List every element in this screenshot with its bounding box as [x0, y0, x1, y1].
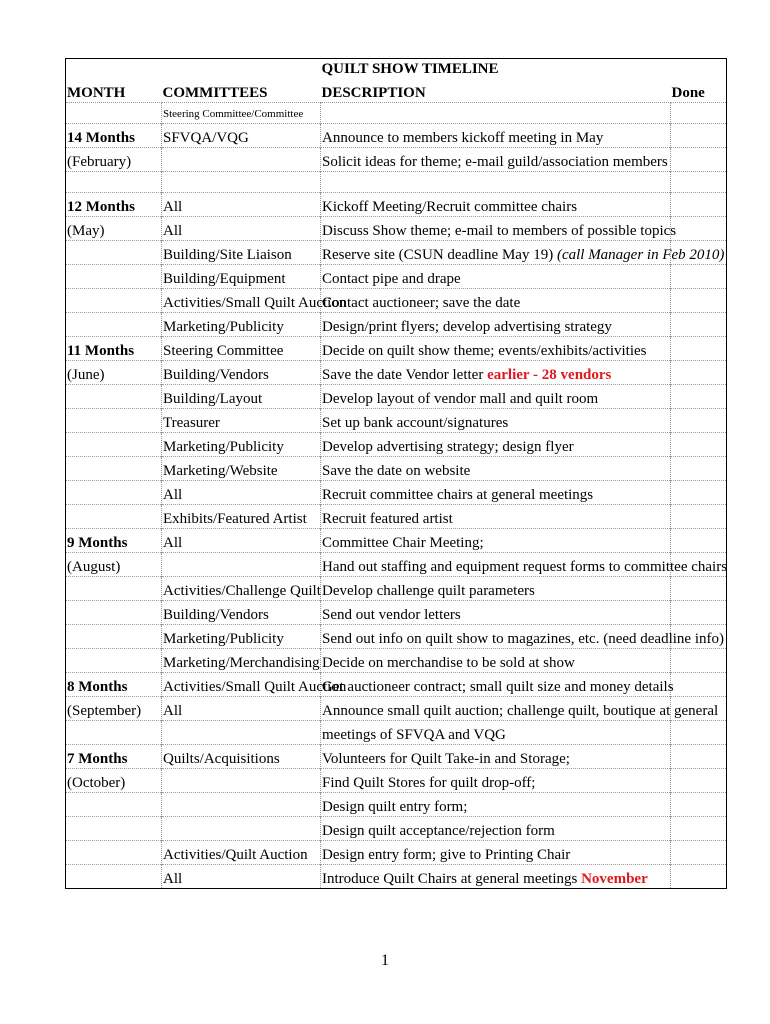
- month-cell: 8 Months: [66, 673, 162, 697]
- month-cell: [66, 457, 162, 481]
- table-row: [66, 148, 727, 172]
- month-cell: 7 Months: [66, 745, 162, 769]
- description-cell: [321, 172, 671, 193]
- highlight-text: November: [581, 871, 648, 887]
- done-cell: [671, 865, 727, 889]
- description-cell: [321, 697, 719, 721]
- month-cell: [66, 721, 162, 745]
- done-header: Done: [671, 78, 727, 103]
- page-number: 1: [381, 952, 389, 969]
- description-text: Reserve site (CSUN deadline May 19): [322, 247, 554, 263]
- done-cell: [671, 457, 727, 481]
- committee-cell: All: [162, 865, 321, 889]
- committee-cell: Activities/Small Quilt Auction: [162, 673, 321, 697]
- month-cell: [66, 289, 162, 313]
- done-cell: [671, 505, 727, 529]
- description-text: Decide on merchandise to be sold at show: [322, 655, 575, 671]
- description-cell: [321, 481, 671, 505]
- table-row: [66, 217, 727, 241]
- description-cell: [321, 865, 671, 889]
- description-text: Save the date Vendor letter: [322, 367, 484, 383]
- description-text: Develop advertising strategy; design flyer: [322, 439, 574, 455]
- done-cell: [671, 337, 727, 361]
- done-cell: [671, 265, 727, 289]
- description-text: Recruit committee chairs at general meetings: [322, 487, 594, 503]
- sheet-title: QUILT SHOW TIMELINE: [321, 59, 671, 79]
- description-cell: [321, 433, 671, 457]
- table-row: [66, 409, 727, 433]
- description-cell: [321, 217, 677, 241]
- description-text: Kickoff Meeting/Recruit committee chairs: [322, 199, 578, 215]
- done-cell: [671, 217, 727, 241]
- done-cell: [671, 793, 727, 817]
- committee-cell: Activities/Small Quilt Auction: [162, 289, 321, 313]
- table-row: [66, 529, 727, 553]
- month-cell: [66, 505, 162, 529]
- committee-cell: Building/Vendors: [162, 361, 321, 385]
- committee-cell: Building/Site Liaison: [162, 241, 321, 265]
- description-text: Design quilt acceptance/rejection form: [322, 823, 555, 839]
- table-row: [66, 361, 727, 385]
- done-cell: [671, 817, 727, 841]
- description-text: Contact pipe and drape: [322, 271, 461, 287]
- table-row: [66, 745, 727, 769]
- table-row: [66, 625, 727, 649]
- description-text: Get auctioneer contract; small quilt size and money details: [322, 679, 674, 695]
- description-note: (call Manager in Feb 2010): [556, 247, 725, 263]
- description-text: Announce small quilt auction; challenge quilt, boutique at general: [322, 703, 719, 719]
- description-cell: meetings of SFVQA and VQG: [321, 721, 671, 745]
- done-cell: [671, 172, 727, 193]
- table-row: [66, 673, 727, 697]
- committee-cell: Treasurer: [162, 409, 321, 433]
- month-cell: 12 Months: [66, 193, 162, 217]
- table-row: [66, 769, 727, 793]
- done-cell: [671, 649, 727, 673]
- committee-cell: Building/Vendors: [162, 601, 321, 625]
- month-cell: 14 Months: [66, 124, 162, 148]
- description-text: Develop challenge quilt parameters: [322, 583, 535, 599]
- month-cell: [66, 625, 162, 649]
- description-cell: [321, 745, 671, 769]
- committee-cell: Quilts/Acquisitions: [162, 745, 321, 769]
- timeline-table: [65, 58, 727, 889]
- committee-cell: Marketing/Publicity: [162, 313, 321, 337]
- description-text: Save the date on website: [322, 463, 471, 479]
- description-cell: [321, 577, 671, 601]
- committee-cell: [162, 148, 321, 172]
- month-cell: [66, 793, 162, 817]
- table-row: [66, 124, 727, 148]
- description-cell: [321, 124, 671, 148]
- done-cell: [671, 313, 727, 337]
- description-cell: [321, 529, 671, 553]
- table-row: [66, 793, 727, 817]
- month-cell: (August): [66, 553, 162, 577]
- table-row: [66, 193, 727, 217]
- month-cell: [66, 409, 162, 433]
- month-cell: [66, 817, 162, 841]
- done-cell: [671, 148, 727, 172]
- done-cell: [671, 577, 727, 601]
- description-cell: [321, 553, 728, 577]
- table-row: [66, 481, 727, 505]
- committee-cell: Marketing/Merchandising: [162, 649, 321, 673]
- table-row: [66, 505, 727, 529]
- committee-cell: All: [162, 697, 321, 721]
- description-cell: [321, 241, 725, 265]
- table-row: [66, 265, 727, 289]
- month-header: MONTH: [66, 78, 162, 103]
- committee-cell: [162, 172, 321, 193]
- description-cell: [321, 625, 724, 649]
- month-cell: [66, 841, 162, 865]
- table-row: [66, 433, 727, 457]
- month-cell: [66, 313, 162, 337]
- description-cell: [321, 457, 671, 481]
- month-cell: [66, 265, 162, 289]
- done-cell: [671, 433, 727, 457]
- committee-cell: [162, 793, 321, 817]
- description-cell: [321, 409, 671, 433]
- done-cell: [671, 124, 727, 148]
- description-cell: [321, 793, 671, 817]
- committee-cell: Activities/Challenge Quilt: [162, 577, 321, 601]
- month-cell: (September): [66, 697, 162, 721]
- subheader-row: [66, 103, 727, 124]
- month-cell: 9 Months: [66, 529, 162, 553]
- table-row: [66, 313, 727, 337]
- done-cell: [671, 385, 727, 409]
- description-text: Contact auctioneer; save the date: [322, 295, 521, 311]
- done-cell: [671, 673, 727, 697]
- month-cell: [66, 172, 162, 193]
- table-row: [66, 289, 727, 313]
- table-row: [66, 577, 727, 601]
- highlight-text: earlier - 28 vendors: [487, 367, 612, 383]
- table-row: [66, 865, 727, 889]
- committee-cell: [162, 721, 321, 745]
- month-cell: [66, 865, 162, 889]
- description-cell: [321, 337, 671, 361]
- table-row: [66, 241, 727, 265]
- committee-cell: Building/Layout: [162, 385, 321, 409]
- month-cell: [66, 577, 162, 601]
- description-text: Recruit featured artist: [322, 511, 453, 527]
- month-cell: (May): [66, 217, 162, 241]
- done-cell: [671, 361, 727, 385]
- description-text: Send out info on quilt show to magazines, etc. (need deadline info): [322, 631, 724, 647]
- done-cell: [671, 769, 727, 793]
- committee-cell: [162, 817, 321, 841]
- description-text: Develop layout of vendor mall and quilt room: [322, 391, 599, 407]
- description-cell: [321, 289, 671, 313]
- table-row: [66, 697, 727, 721]
- done-cell: [671, 193, 727, 217]
- done-cell: [671, 409, 727, 433]
- description-text: Hand out staffing and equipment request forms to committee chairs: [322, 559, 728, 575]
- description-header: DESCRIPTION: [321, 85, 426, 101]
- description-text: Design entry form; give to Printing Chair: [322, 847, 571, 863]
- committee-cell: Marketing/Website: [162, 457, 321, 481]
- description-text: Decide on quilt show theme; events/exhibits/activities: [322, 343, 647, 359]
- table-row: [66, 601, 727, 625]
- description-cell: [321, 817, 671, 841]
- table-row: [66, 457, 727, 481]
- timeline-sheet: [65, 58, 726, 889]
- description-text: Set up bank account/signatures: [322, 415, 509, 431]
- description-cell: [321, 265, 671, 289]
- table-row: [66, 172, 727, 193]
- committee-cell: Activities/Quilt Auction: [162, 841, 321, 865]
- description-text: Announce to members kickoff meeting in May: [322, 130, 604, 146]
- committee-cell: Exhibits/Featured Artist: [162, 505, 321, 529]
- done-cell: [671, 721, 727, 745]
- description-text: Design/print flyers; develop advertising strategy: [322, 319, 612, 335]
- description-cell: [321, 385, 671, 409]
- description-cell: [321, 193, 671, 217]
- committee-cell: All: [162, 193, 321, 217]
- description-cell: [321, 673, 674, 697]
- table-row: [66, 841, 727, 865]
- done-cell: [671, 745, 727, 769]
- description-text: Volunteers for Quilt Take-in and Storage;: [322, 751, 570, 767]
- committee-subheader: Steering Committee/Committee: [162, 103, 321, 124]
- committees-header: COMMITTEES: [162, 85, 268, 101]
- table-row: [66, 553, 727, 577]
- description-text: Find Quilt Stores for quilt drop-off;: [322, 775, 536, 791]
- done-cell: [671, 289, 727, 313]
- committee-cell: Building/Equipment: [162, 265, 321, 289]
- table-row: [66, 649, 727, 673]
- description-cell: [321, 361, 671, 385]
- committee-cell: Marketing/Publicity: [162, 625, 321, 649]
- committee-cell: All: [162, 217, 321, 241]
- month-cell: 11 Months: [66, 337, 162, 361]
- committee-cell: All: [162, 481, 321, 505]
- committee-cell: SFVQA/VQG: [162, 124, 321, 148]
- month-cell: [66, 601, 162, 625]
- committee-cell: [162, 553, 321, 577]
- description-cell: [321, 148, 671, 172]
- done-cell: [671, 601, 727, 625]
- description-text: Committee Chair Meeting;: [322, 535, 484, 551]
- done-cell: [671, 529, 727, 553]
- header-row: [66, 78, 727, 103]
- table-row: [66, 385, 727, 409]
- month-cell: (June): [66, 361, 162, 385]
- table-row-continued: [66, 721, 727, 745]
- committee-cell: Steering Committee: [162, 337, 321, 361]
- table-row: [66, 337, 727, 361]
- committee-cell: [162, 769, 321, 793]
- description-cell: [321, 649, 671, 673]
- description-text: Design quilt entry form;: [322, 799, 468, 815]
- description-text: Solicit ideas for theme; e-mail guild/association members: [322, 154, 668, 170]
- month-cell: (February): [66, 148, 162, 172]
- month-cell: [66, 241, 162, 265]
- description-text: Send out vendor letters: [322, 607, 461, 623]
- done-cell: [671, 481, 727, 505]
- description-text: Discuss Show theme; e-mail to members of possible topics: [322, 223, 677, 239]
- description-cell: [321, 769, 671, 793]
- month-cell: [66, 649, 162, 673]
- month-cell: [66, 433, 162, 457]
- table-row: [66, 817, 727, 841]
- month-cell: [66, 385, 162, 409]
- committee-cell: Marketing/Publicity: [162, 433, 321, 457]
- done-cell: [671, 841, 727, 865]
- title-row: [66, 59, 727, 79]
- month-cell: [66, 481, 162, 505]
- month-cell: (October): [66, 769, 162, 793]
- description-text: Introduce Quilt Chairs at general meetings: [322, 871, 578, 887]
- description-cell: [321, 505, 671, 529]
- committee-cell: All: [162, 529, 321, 553]
- description-cell: [321, 841, 671, 865]
- description-cell: [321, 313, 671, 337]
- description-cell: [321, 601, 671, 625]
